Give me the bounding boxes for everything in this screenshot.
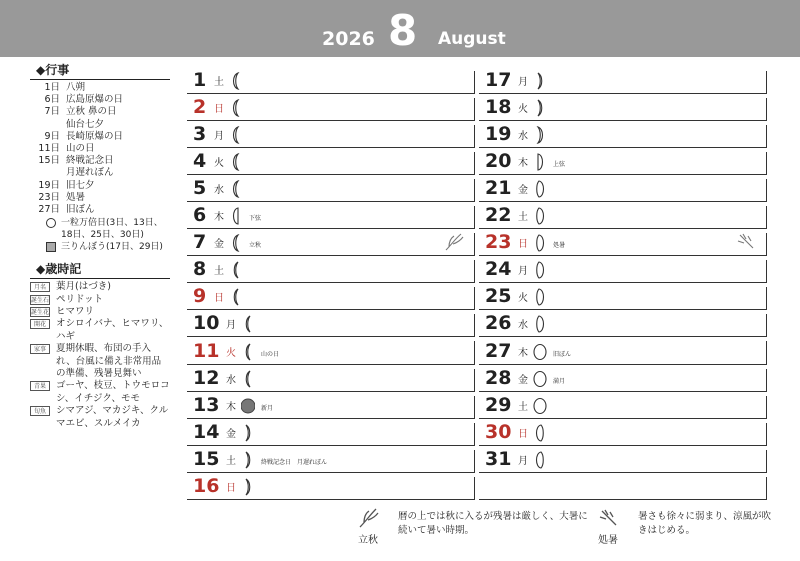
legend-list [30, 217, 170, 253]
day-note: 旧ぼん [553, 350, 572, 358]
moon-thin-right-icon [241, 424, 255, 442]
event-name: 立秋 鼻の日 [66, 106, 117, 118]
moon-gibbous-right-icon [533, 180, 547, 198]
day-row [479, 419, 767, 446]
day-number: 12 [193, 366, 220, 389]
event-name: 終戦記念日 [66, 155, 114, 167]
day-number: 7 [193, 231, 207, 254]
weekday: 日 [518, 428, 528, 440]
shosho-icon [735, 232, 757, 252]
season-text: 葉月(はづき) [56, 281, 111, 293]
moon-crescent-left-icon [229, 234, 243, 252]
day-number: 4 [193, 150, 207, 173]
weekday: 日 [214, 293, 224, 305]
weekday: 火 [518, 293, 528, 305]
event-date: 6日 [44, 94, 60, 106]
moon-thin-right-icon [533, 72, 547, 90]
day-row [479, 175, 767, 202]
weekday: 木 [518, 347, 528, 359]
day-number: 2 [193, 96, 207, 119]
weekday: 土 [518, 212, 528, 224]
day-row [187, 283, 475, 310]
legend-row [30, 217, 170, 241]
weekday: 月 [214, 131, 224, 143]
weekday: 火 [518, 104, 528, 116]
day-note: 終戦記念日 月遅れぼん [261, 458, 328, 466]
event-row [30, 155, 170, 167]
day-number: 25 [485, 285, 512, 308]
day-number: 8 [193, 258, 207, 281]
day-row [187, 473, 475, 500]
day-number: 16 [193, 474, 220, 497]
day-number: 14 [193, 420, 220, 443]
moon-gibbous-right-icon [533, 315, 547, 333]
day-row [479, 473, 767, 500]
day-row [187, 365, 475, 392]
day-number: 19 [485, 123, 512, 146]
day-number: 22 [485, 204, 512, 227]
event-name: 旧ぼん [66, 204, 95, 216]
moon-crescent-right-icon [533, 126, 547, 144]
day-row [187, 446, 475, 473]
day-row [187, 229, 475, 256]
weekday: 日 [518, 239, 528, 251]
day-number: 13 [193, 393, 220, 416]
event-row [30, 119, 170, 131]
event-row [30, 180, 170, 192]
event-name: 長崎原爆の日 [66, 130, 124, 142]
event-name: 仙台七夕 [66, 118, 105, 130]
day-row [479, 310, 767, 337]
weekday: 月 [518, 455, 528, 467]
weekday: 火 [214, 158, 224, 170]
risshu-leaf-icon [356, 507, 382, 529]
season-tag: 開花 [30, 319, 50, 329]
event-row [30, 204, 170, 216]
day-number: 28 [485, 366, 512, 389]
event-row [30, 82, 170, 94]
day-note: 山の日 [261, 350, 280, 358]
season-tag: 月名 [30, 282, 50, 292]
weekday: 木 [518, 158, 528, 170]
weekday: 金 [214, 239, 224, 251]
moon-gibbous-right-icon [533, 261, 547, 279]
weekday: 土 [226, 455, 236, 467]
event-name: 広島原爆の日 [66, 94, 124, 106]
event-date: 9日 [44, 130, 60, 142]
moon-full-icon [533, 370, 547, 388]
moon-thin-left-icon [241, 370, 255, 388]
day-row [187, 337, 475, 364]
day-number: 11 [193, 339, 220, 362]
moon-crescent-left-icon [229, 153, 243, 171]
day-number: 18 [485, 96, 512, 119]
weekday: 日 [226, 482, 236, 494]
day-note: 処暑 [553, 242, 566, 250]
weekday: 月 [226, 320, 236, 332]
moon-thin-left-icon [229, 288, 243, 306]
day-row [187, 94, 475, 121]
day-row [187, 67, 475, 94]
moon-thin-left-icon [229, 261, 243, 279]
season-text: シマアジ、マカジキ、クルマエビ、スルメイカ [56, 405, 169, 429]
event-name: 処暑 [66, 191, 86, 203]
footer-left-label: 立秋 [358, 535, 378, 546]
shosho-fan-icon [596, 507, 622, 529]
event-name: 八朔 [66, 82, 86, 93]
season-row [30, 380, 170, 405]
day-row [187, 392, 475, 419]
weekday: 金 [518, 185, 528, 197]
season-heading: ◆歳時記 [30, 261, 170, 279]
season-list [30, 281, 170, 430]
event-date: 1日 [44, 82, 60, 93]
weekday: 水 [518, 131, 528, 143]
event-name: 山の日 [66, 143, 95, 155]
day-note: 上弦 [553, 161, 566, 169]
days-column-left [187, 67, 475, 500]
days-column-right [479, 67, 767, 500]
weekday: 月 [518, 266, 528, 278]
day-number: 31 [485, 447, 512, 470]
day-row [479, 202, 767, 229]
weekday: 木 [226, 401, 236, 413]
footer-right-text: 暑さも徐々に弱まり、涼風が吹きはじめる。 [638, 511, 772, 536]
day-row [187, 175, 475, 202]
season-row [30, 343, 170, 380]
day-number: 10 [193, 312, 220, 335]
moon-crescent-left-icon [229, 99, 243, 117]
legend-text: 三りんぼう(17日、29日) [61, 242, 163, 253]
weekday: 日 [214, 104, 224, 116]
footer-left-text: 暦の上では秋に入るが残暑は厳しく、大暑に続いて暑い時期。 [398, 511, 588, 536]
moon-crescent-left-icon [229, 126, 243, 144]
season-row [30, 405, 170, 430]
event-date: 27日 [38, 204, 60, 216]
day-number: 26 [485, 312, 512, 335]
event-date: 11日 [38, 143, 60, 155]
day-row [187, 310, 475, 337]
season-row [30, 294, 170, 306]
event-name: 旧七夕 [66, 179, 95, 191]
day-row [187, 256, 475, 283]
weekday: 月 [518, 77, 528, 89]
weekday: 金 [226, 428, 236, 440]
event-date: 23日 [38, 191, 60, 203]
day-number: 29 [485, 393, 512, 416]
event-row [30, 131, 170, 143]
moon-new-icon [241, 397, 255, 415]
square-icon [46, 242, 56, 252]
day-row [187, 148, 475, 175]
month-english: August [438, 29, 506, 49]
season-tag: 青果 [30, 381, 50, 391]
day-row [479, 446, 767, 473]
season-tag: 誕生花 [31, 309, 50, 317]
day-row [479, 121, 767, 148]
season-text: ゴーヤ、枝豆、トウモロコシ、イチジク、モモ [56, 380, 170, 404]
month-title [0, 0, 800, 57]
season-row [30, 318, 170, 343]
weekday: 水 [518, 320, 528, 332]
events-heading: ◆行事 [30, 62, 170, 80]
season-text: オシロイバナ、ヒマワリ、ハギ [56, 318, 169, 342]
day-row [187, 419, 475, 446]
season-tag: 旬魚 [30, 406, 50, 416]
day-row [479, 337, 767, 364]
legend-row [30, 241, 170, 253]
day-number: 3 [193, 123, 207, 146]
season-tag: 家事 [30, 344, 50, 354]
season-row [30, 281, 170, 293]
moon-gibbous-right-icon [533, 288, 547, 306]
day-number: 20 [485, 150, 512, 173]
season-text: ヒマワリ [56, 306, 95, 318]
month-number: 8 [388, 6, 418, 55]
moon-half-left-icon [229, 207, 243, 225]
day-number: 15 [193, 447, 220, 470]
day-note: 下弦 [249, 215, 262, 223]
day-number: 27 [485, 339, 512, 362]
day-row [479, 256, 767, 283]
event-row [30, 106, 170, 118]
weekday: 水 [226, 374, 236, 386]
moon-full-icon [533, 397, 547, 415]
footer-right-label: 処暑 [598, 535, 618, 546]
day-row [187, 121, 475, 148]
weekday: 金 [518, 374, 528, 386]
day-row [479, 283, 767, 310]
moon-gibbous-right-icon [533, 207, 547, 225]
moon-crescent-left-icon [229, 72, 243, 90]
season-text: 夏期休暇、布団の手入れ、台風に備え非常用品の準備、残暑見舞い [56, 343, 162, 380]
day-row [479, 94, 767, 121]
event-row [30, 94, 170, 106]
season-tag: 誕生石 [31, 296, 50, 304]
moon-thin-left-icon [241, 315, 255, 333]
event-row [30, 192, 170, 204]
day-note: 立秋 [249, 242, 262, 250]
event-date [30, 167, 66, 179]
event-date: 7日 [44, 106, 60, 118]
moon-crescent-left-icon [229, 180, 243, 198]
circle-icon [46, 218, 56, 228]
sidebar [30, 62, 170, 430]
moon-gibbous-left-icon [533, 424, 547, 442]
moon-thin-left-icon [241, 343, 255, 361]
day-number: 24 [485, 258, 512, 281]
event-row [30, 167, 170, 179]
moon-thin-right-icon [241, 478, 255, 496]
event-name: 月遅れぼん [66, 167, 114, 179]
day-row [479, 392, 767, 419]
day-row [479, 229, 767, 256]
event-date [30, 119, 66, 131]
day-note: 新月 [261, 404, 274, 412]
moon-gibbous-left-icon [533, 451, 547, 469]
event-date: 15日 [38, 155, 60, 167]
year: 2026 [322, 28, 375, 50]
weekday: 木 [214, 212, 224, 224]
moon-gibbous-right-icon [533, 234, 547, 252]
day-row [187, 202, 475, 229]
moon-thin-right-icon [241, 451, 255, 469]
day-number: 21 [485, 177, 512, 200]
day-number: 30 [485, 420, 512, 443]
day-number: 9 [193, 285, 207, 308]
day-note: 満月 [553, 377, 566, 385]
day-number: 17 [485, 69, 512, 92]
day-number: 23 [485, 231, 512, 254]
event-row [30, 143, 170, 155]
weekday: 土 [214, 266, 224, 278]
weekday: 水 [214, 185, 224, 197]
day-row [479, 365, 767, 392]
moon-thin-right-icon [533, 99, 547, 117]
day-row [479, 67, 767, 94]
moon-full-icon [533, 343, 547, 361]
weekday: 火 [226, 347, 236, 359]
weekday: 土 [518, 401, 528, 413]
risshu-icon [443, 232, 465, 252]
day-row [479, 148, 767, 175]
legend-text: 一粒万倍日(3日、13日、18日、25日、30日) [61, 218, 163, 241]
weekday: 土 [214, 77, 224, 89]
day-number: 1 [193, 69, 207, 92]
day-number: 5 [193, 177, 207, 200]
season-row [30, 306, 170, 318]
season-text: ペリドット [56, 293, 104, 305]
day-number: 6 [193, 204, 207, 227]
moon-half-right-icon [533, 153, 547, 171]
events-list [30, 82, 170, 216]
event-date: 19日 [38, 179, 60, 191]
